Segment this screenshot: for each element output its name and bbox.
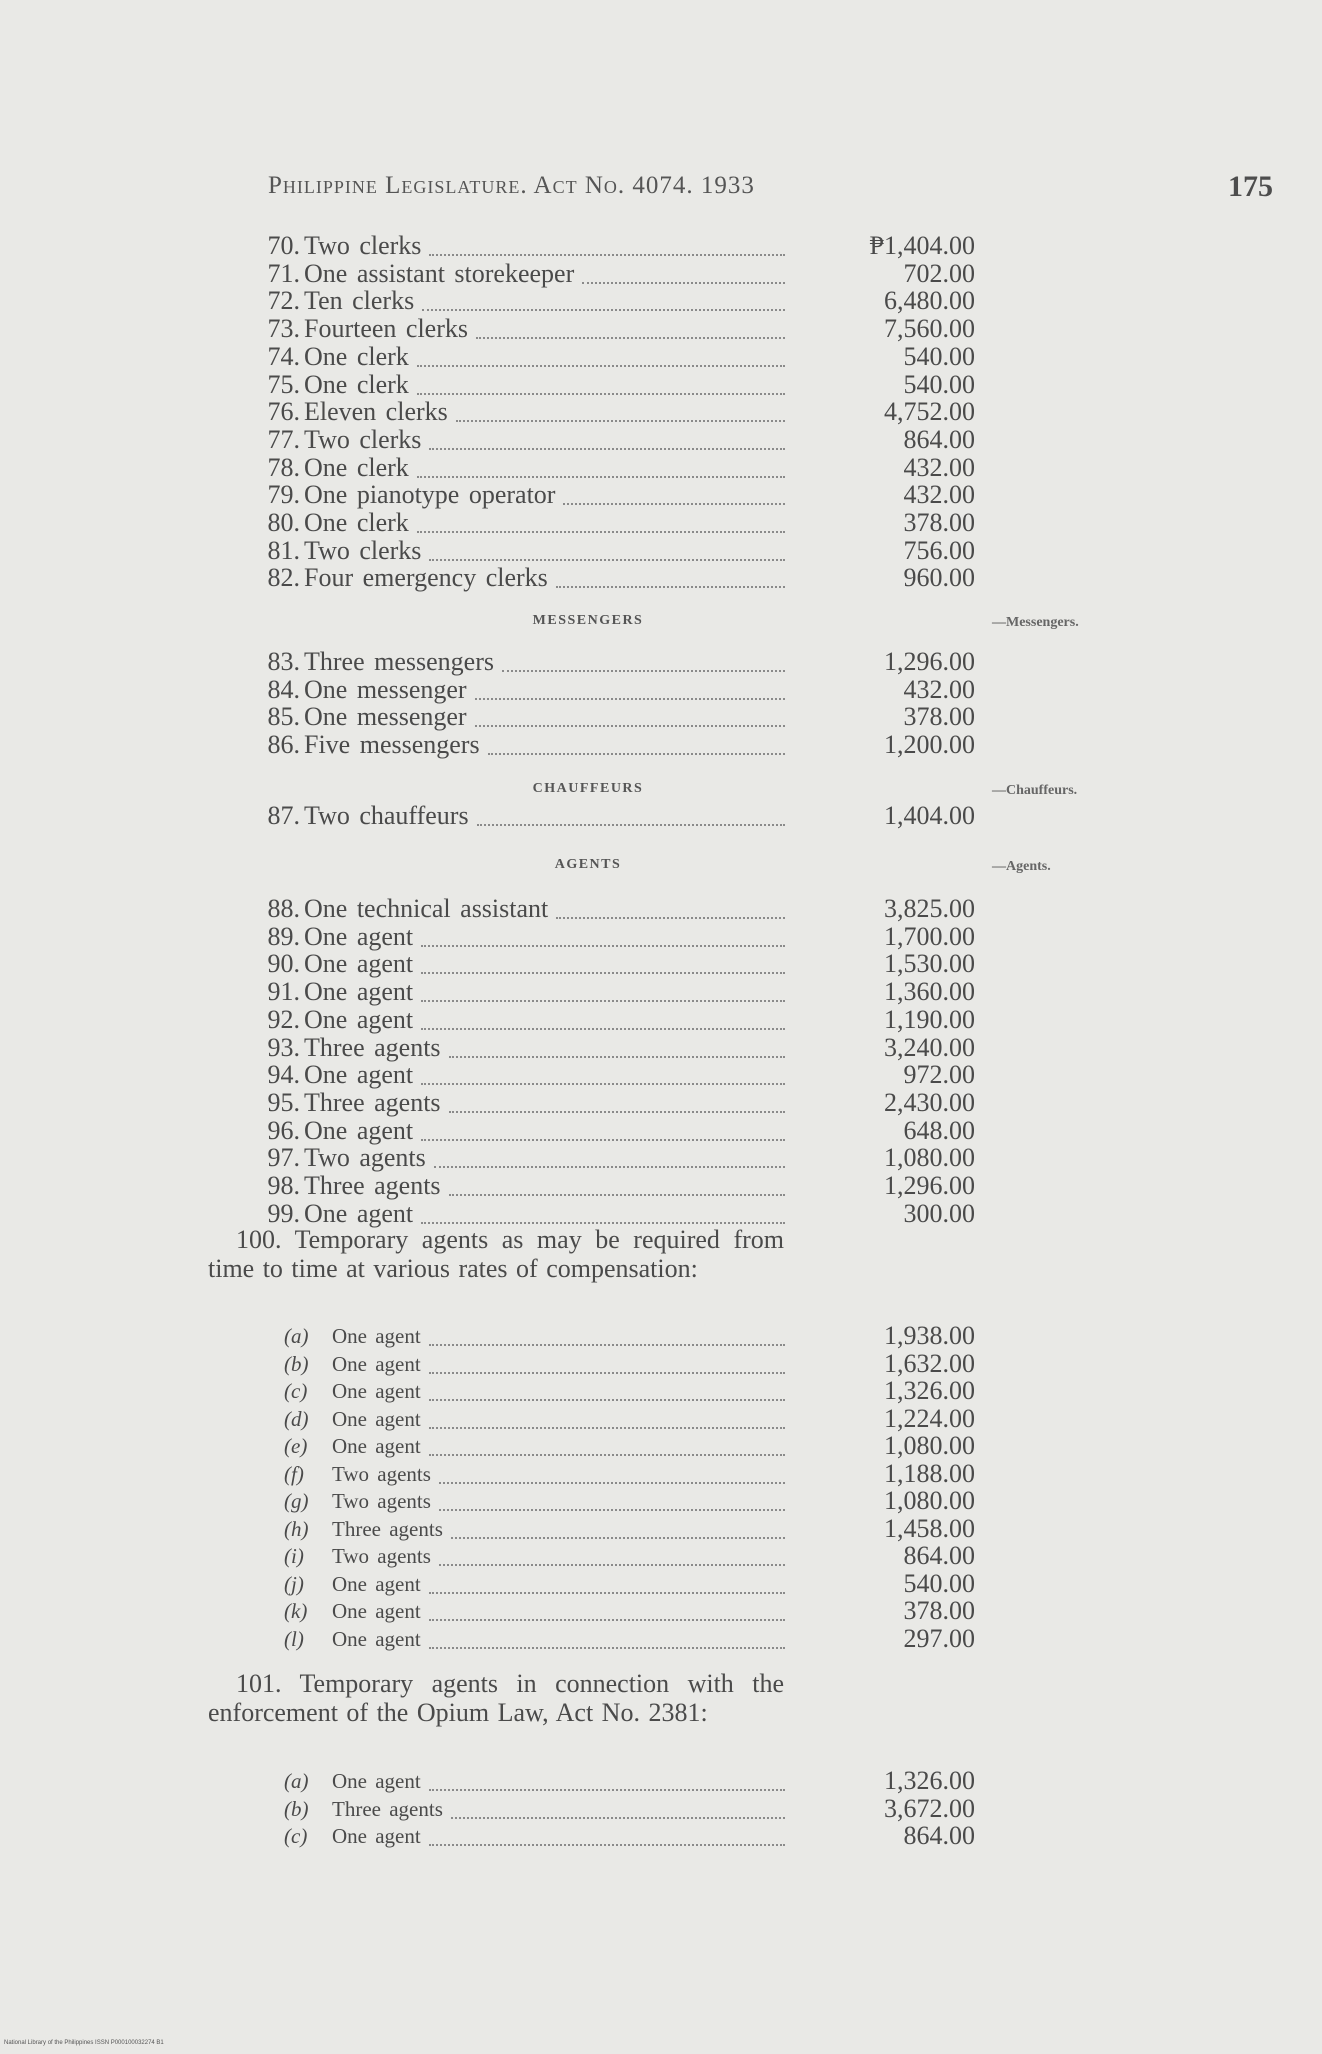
item-number: 96. xyxy=(267,1115,300,1145)
item-label: Two chauffeurs xyxy=(304,801,469,830)
item-number: 82. xyxy=(267,563,300,593)
item-amount: 972.00 xyxy=(903,1060,975,1090)
item-label: Eleven clerks xyxy=(304,397,448,427)
item-amount: 864.00 xyxy=(903,424,975,454)
item-label: Three messengers xyxy=(304,647,494,676)
line-item xyxy=(0,676,1322,704)
line-item xyxy=(0,923,1322,951)
dot-leader xyxy=(477,824,785,826)
item-label: Two agents xyxy=(332,1461,431,1486)
margin-note-messengers: —Messengers. xyxy=(992,615,1079,630)
line-item xyxy=(0,260,1322,288)
dot-leader xyxy=(429,1619,785,1621)
item-amount: 1,326.00 xyxy=(884,1376,975,1405)
item-label: One messenger xyxy=(304,674,467,704)
item-label: One agent xyxy=(304,1198,414,1228)
item-label: Two agents xyxy=(304,1143,426,1173)
dot-leader xyxy=(439,1509,785,1511)
item-label: One technical assistant xyxy=(304,894,549,923)
dot-leader xyxy=(429,1789,785,1791)
item-number: 88. xyxy=(267,894,300,923)
item-amount: 648.00 xyxy=(903,1115,975,1145)
item-amount: 3,672.00 xyxy=(884,1793,975,1823)
line-item xyxy=(0,1377,1322,1405)
line-item xyxy=(0,1432,1322,1460)
dot-leader xyxy=(417,393,785,395)
item-number: 75. xyxy=(267,369,300,399)
line-item xyxy=(0,1570,1322,1598)
dot-leader xyxy=(417,365,785,367)
dot-leader xyxy=(429,448,785,450)
item-label: One agent xyxy=(304,921,414,951)
item-number: 89. xyxy=(267,921,300,951)
item-label: Three agents xyxy=(332,1796,443,1821)
dot-leader xyxy=(421,1028,785,1030)
dot-leader xyxy=(475,725,785,727)
dot-leader xyxy=(449,1111,785,1113)
dot-leader xyxy=(429,1844,785,1846)
line-item xyxy=(0,1487,1322,1515)
line-item xyxy=(0,426,1322,454)
item-101-text: 101. Temporary agents in connection with the enforcement of the Opium Law, Act No. 2381: xyxy=(208,1669,784,1727)
dot-leader xyxy=(429,1647,785,1649)
item-number: 73. xyxy=(267,314,300,344)
item-label: Three agents xyxy=(304,1171,441,1200)
line-item xyxy=(0,1034,1322,1062)
item-index: (d) xyxy=(284,1406,309,1431)
dot-leader xyxy=(421,1083,785,1085)
dot-leader xyxy=(449,1056,785,1058)
item-amount: 1,700.00 xyxy=(884,921,975,951)
margin-note-agents: —Agents. xyxy=(992,859,1051,874)
item-label: One agent xyxy=(304,977,414,1007)
dot-leader xyxy=(456,420,785,422)
dot-leader xyxy=(439,1564,785,1566)
item-amount: 702.00 xyxy=(903,258,975,288)
item-number: 95. xyxy=(267,1087,300,1117)
item-number: 79. xyxy=(267,480,300,510)
item-amount: 1,296.00 xyxy=(884,647,975,676)
item-amount: 1,530.00 xyxy=(884,949,975,979)
line-item xyxy=(0,537,1322,565)
item-label: One pianotype operator xyxy=(304,480,556,510)
dot-leader xyxy=(421,1139,785,1141)
item-label: One agent xyxy=(332,1571,421,1596)
line-item xyxy=(0,1767,1322,1795)
dot-leader xyxy=(417,476,785,478)
item-label: Two clerks xyxy=(304,535,422,565)
dot-leader xyxy=(429,1372,785,1374)
item-index: (a) xyxy=(284,1769,309,1793)
item-number: 72. xyxy=(267,286,300,316)
item-number: 99. xyxy=(267,1198,300,1228)
item-label: Three agents xyxy=(332,1516,443,1541)
item-label: One messenger xyxy=(304,702,467,731)
dot-leader xyxy=(434,1166,785,1168)
margin-note-chauffeurs: —Chauffeurs. xyxy=(992,783,1078,798)
item-number: 83. xyxy=(267,647,300,676)
item-label: Three agents xyxy=(304,1087,441,1117)
item-number: 85. xyxy=(267,702,300,731)
line-item xyxy=(0,1172,1322,1200)
item-index: (f) xyxy=(284,1461,304,1486)
item-amount: 756.00 xyxy=(903,535,975,565)
line-item xyxy=(0,481,1322,509)
item-amount: 1,190.00 xyxy=(884,1004,975,1034)
item-label: Two clerks xyxy=(304,231,422,260)
item-amount: 540.00 xyxy=(903,1568,975,1598)
item-amount: 1,458.00 xyxy=(884,1513,975,1543)
line-item xyxy=(0,1089,1322,1117)
item-label: One clerk xyxy=(304,341,409,371)
item-amount: 960.00 xyxy=(903,563,975,593)
item-amount: 3,240.00 xyxy=(884,1032,975,1062)
dot-leader xyxy=(421,1222,785,1224)
item-label: One agent xyxy=(304,949,414,979)
dot-leader xyxy=(475,698,785,700)
item-number: 92. xyxy=(267,1004,300,1034)
item-label: One agent xyxy=(332,1351,421,1376)
item-amount: 2,430.00 xyxy=(884,1087,975,1117)
dot-leader xyxy=(429,1454,785,1456)
item-amount: 378.00 xyxy=(903,508,975,537)
dot-leader xyxy=(449,1194,785,1196)
dot-leader xyxy=(429,1399,785,1401)
item-label: One agent xyxy=(304,1004,414,1034)
dot-leader xyxy=(429,559,785,561)
item-amount: 1,938.00 xyxy=(884,1321,975,1350)
item-label: Four emergency clerks xyxy=(304,563,548,593)
line-item xyxy=(0,1006,1322,1034)
line-item xyxy=(0,1405,1322,1433)
item-number: 77. xyxy=(267,424,300,454)
item-label: One agent xyxy=(332,1599,421,1623)
line-item xyxy=(0,978,1322,1006)
item-index: (h) xyxy=(284,1516,309,1541)
line-item xyxy=(0,703,1322,731)
line-item xyxy=(0,895,1322,923)
item-label: Two agents xyxy=(332,1489,431,1513)
dot-leader xyxy=(556,917,785,919)
item-amount: ₱1,404.00 xyxy=(869,231,975,260)
line-item xyxy=(0,1795,1322,1823)
item-index: (b) xyxy=(284,1796,309,1821)
agents-heading: AGENTS xyxy=(554,857,622,872)
item-amount: 864.00 xyxy=(903,1541,975,1570)
item-label: One agent xyxy=(332,1824,421,1848)
item-label: Two agents xyxy=(332,1544,431,1568)
item-number: 74. xyxy=(267,341,300,371)
item-number: 71. xyxy=(267,258,300,288)
item-index: (g) xyxy=(284,1489,309,1513)
item-label: One agent xyxy=(304,1115,414,1145)
dot-leader xyxy=(417,531,785,533)
item-amount: 6,480.00 xyxy=(884,286,975,316)
item-number: 91. xyxy=(267,977,300,1007)
item-index: (k) xyxy=(284,1599,308,1623)
line-item xyxy=(0,343,1322,371)
item-number: 84. xyxy=(267,674,300,704)
line-item xyxy=(0,1200,1322,1228)
running-header: Philippine Legislature. Act No. 4074. 1933 xyxy=(268,172,755,199)
item-label: One agent xyxy=(304,1060,414,1090)
item-amount: 540.00 xyxy=(903,341,975,371)
item-amount: 540.00 xyxy=(903,369,975,399)
line-item xyxy=(0,950,1322,978)
item-index: (l) xyxy=(284,1626,304,1651)
item-amount: 3,825.00 xyxy=(884,894,975,923)
dot-leader xyxy=(563,503,785,505)
item-label: One agent xyxy=(332,1769,421,1793)
line-item xyxy=(0,1597,1322,1625)
item-label: One assistant storekeeper xyxy=(304,258,575,288)
page-number: 175 xyxy=(1228,170,1273,203)
item-label: Ten clerks xyxy=(304,286,415,316)
item-amount: 1,224.00 xyxy=(884,1403,975,1433)
item-label: One agent xyxy=(332,1324,421,1348)
item-amount: 297.00 xyxy=(903,1623,975,1653)
item-number: 87. xyxy=(267,801,300,830)
item-amount: 864.00 xyxy=(903,1821,975,1850)
line-item xyxy=(0,1322,1322,1350)
item-amount: 1,200.00 xyxy=(884,729,975,759)
scan-footer: National Library of the Philippines ISSN P000100032274 B1 xyxy=(4,2040,164,2046)
line-item xyxy=(0,232,1322,260)
line-item xyxy=(0,1542,1322,1570)
line-item xyxy=(0,371,1322,399)
item-label: Three agents xyxy=(304,1032,441,1062)
item-number: 70. xyxy=(267,231,300,260)
item-number: 80. xyxy=(267,508,300,537)
dot-leader xyxy=(476,337,785,339)
line-item xyxy=(0,1061,1322,1089)
item-index: (i) xyxy=(284,1544,304,1568)
item-index: (j) xyxy=(284,1571,304,1596)
dot-leader xyxy=(421,972,785,974)
item-number: 98. xyxy=(267,1171,300,1200)
messengers-heading: MESSENGERS xyxy=(532,613,644,628)
item-amount: 7,560.00 xyxy=(884,314,975,344)
item-label: One clerk xyxy=(304,508,409,537)
chauffeurs-heading: CHAUFFEURS xyxy=(532,781,644,796)
item-index: (b) xyxy=(284,1351,309,1376)
item-amount: 4,752.00 xyxy=(884,397,975,427)
item-amount: 378.00 xyxy=(903,1596,975,1625)
item-number: 81. xyxy=(267,535,300,565)
dot-leader xyxy=(429,1344,785,1346)
line-item xyxy=(0,564,1322,592)
dot-leader xyxy=(582,282,785,284)
item-label: One agent xyxy=(332,1379,421,1403)
item-amount: 432.00 xyxy=(903,674,975,704)
item-label: One agent xyxy=(332,1626,421,1651)
item-label: Five messengers xyxy=(304,729,480,759)
line-item xyxy=(0,1460,1322,1488)
dot-leader xyxy=(429,1427,785,1429)
item-number: 93. xyxy=(267,1032,300,1062)
item-number: 90. xyxy=(267,949,300,979)
dot-leader xyxy=(422,309,785,311)
line-item xyxy=(0,1117,1322,1145)
item-amount: 432.00 xyxy=(903,452,975,482)
item-amount: 300.00 xyxy=(903,1198,975,1228)
item-amount: 1,080.00 xyxy=(884,1486,975,1515)
dot-leader xyxy=(488,753,785,755)
item-label: One clerk xyxy=(304,452,409,482)
item-label: Two clerks xyxy=(304,424,422,454)
dot-leader xyxy=(451,1537,785,1539)
line-item xyxy=(0,648,1322,676)
item-label: One clerk xyxy=(304,369,409,399)
line-item xyxy=(0,287,1322,315)
line-item xyxy=(0,1625,1322,1653)
line-item xyxy=(0,1350,1322,1378)
item-amount: 432.00 xyxy=(903,480,975,510)
line-item xyxy=(0,802,1322,830)
item-index: (c) xyxy=(284,1824,308,1848)
item-number: 78. xyxy=(267,452,300,482)
line-item xyxy=(0,1144,1322,1172)
item-index: (c) xyxy=(284,1379,308,1403)
item-number: 76. xyxy=(267,397,300,427)
item-number: 97. xyxy=(267,1143,300,1173)
item-index: (a) xyxy=(284,1324,309,1348)
item-100-text: 100. Temporary agents as may be required from time to time at various rates of compensation: xyxy=(208,1225,784,1283)
dot-leader xyxy=(451,1817,785,1819)
item-amount: 1,080.00 xyxy=(884,1431,975,1460)
line-item xyxy=(0,1515,1322,1543)
dot-leader xyxy=(421,945,785,947)
dot-leader xyxy=(429,254,785,256)
dot-leader xyxy=(556,586,785,588)
line-item xyxy=(0,509,1322,537)
item-amount: 1,296.00 xyxy=(884,1171,975,1200)
item-amount: 1,326.00 xyxy=(884,1766,975,1795)
dot-leader xyxy=(502,670,785,672)
item-amount: 1,404.00 xyxy=(884,801,975,830)
line-item xyxy=(0,315,1322,343)
item-amount: 1,360.00 xyxy=(884,977,975,1007)
item-amount: 378.00 xyxy=(903,702,975,731)
item-label: One agent xyxy=(332,1434,421,1458)
item-amount: 1,080.00 xyxy=(884,1143,975,1173)
dot-leader xyxy=(429,1592,785,1594)
line-item xyxy=(0,731,1322,759)
item-amount: 1,188.00 xyxy=(884,1458,975,1488)
item-number: 86. xyxy=(267,729,300,759)
item-index: (e) xyxy=(284,1434,308,1458)
line-item xyxy=(0,1822,1322,1850)
item-number: 94. xyxy=(267,1060,300,1090)
dot-leader xyxy=(439,1482,785,1484)
item-amount: 1,632.00 xyxy=(884,1348,975,1378)
dot-leader xyxy=(421,1000,785,1002)
line-item xyxy=(0,454,1322,482)
line-item xyxy=(0,398,1322,426)
item-label: One agent xyxy=(332,1406,421,1431)
item-label: Fourteen clerks xyxy=(304,314,469,344)
